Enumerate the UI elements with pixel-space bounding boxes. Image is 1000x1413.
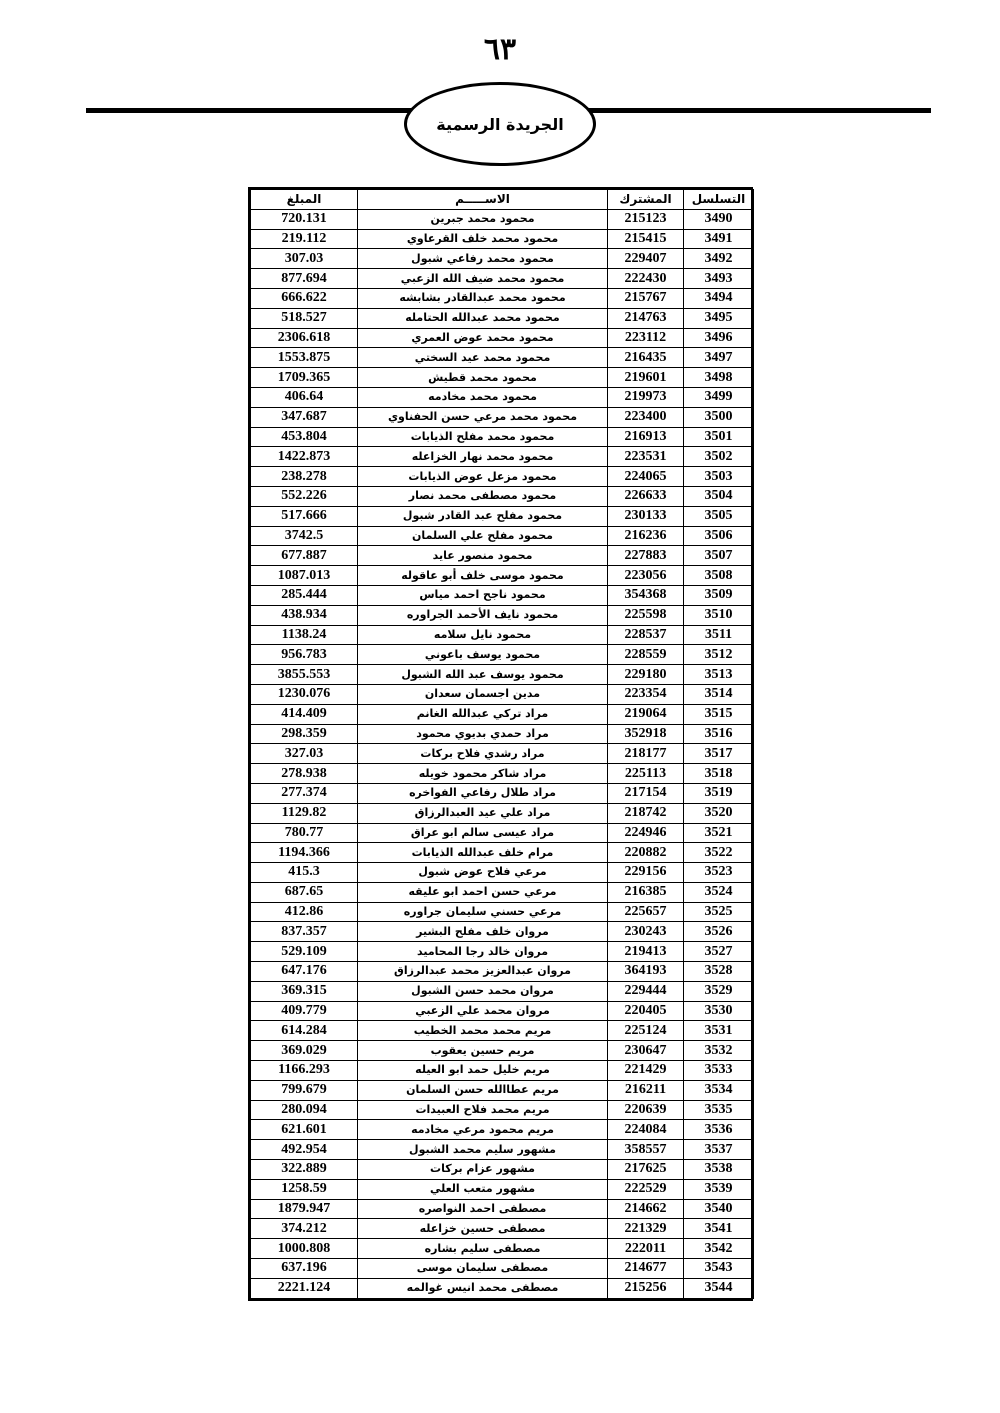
amount-cell: 492.954 — [251, 1140, 358, 1160]
subscriber-cell: 230133 — [608, 506, 684, 526]
name-cell: محمود محمد جبرين — [358, 209, 608, 229]
amount-cell: 278.938 — [251, 764, 358, 784]
name-cell: مشهور عزام بركات — [358, 1160, 608, 1180]
amount-cell: 327.03 — [251, 744, 358, 764]
name-cell: مرعي حسن احمد ابو عليقه — [358, 882, 608, 902]
header-oval — [404, 82, 596, 166]
amount-cell: 453.804 — [251, 427, 358, 447]
table-row — [251, 1120, 754, 1140]
subscriber-cell: 224946 — [608, 823, 684, 843]
name-cell: مصطفى احمد النواصره — [358, 1199, 608, 1219]
subscriber-cell: 229156 — [608, 863, 684, 883]
serial-cell: 3513 — [684, 665, 754, 685]
serial-cell: 3509 — [684, 585, 754, 605]
amount-cell: 298.359 — [251, 724, 358, 744]
serial-cell: 3490 — [684, 209, 754, 229]
amount-cell: 837.357 — [251, 922, 358, 942]
table-row — [251, 387, 754, 407]
serial-cell: 3521 — [684, 823, 754, 843]
table-row — [251, 823, 754, 843]
amount-cell: 621.601 — [251, 1120, 358, 1140]
name-cell: مريم محمد فلاح العبيدات — [358, 1100, 608, 1120]
amount-cell: 412.86 — [251, 902, 358, 922]
serial-cell: 3525 — [684, 902, 754, 922]
table-row — [251, 764, 754, 784]
table-row — [251, 506, 754, 526]
subscriber-cell: 230647 — [608, 1041, 684, 1061]
serial-cell: 3538 — [684, 1160, 754, 1180]
table-row — [251, 407, 754, 427]
subscriber-cell: 222011 — [608, 1239, 684, 1259]
subscriber-cell: 364193 — [608, 962, 684, 982]
table-row — [251, 1041, 754, 1061]
serial-cell: 3526 — [684, 922, 754, 942]
table-row — [251, 526, 754, 546]
serial-cell: 3537 — [684, 1140, 754, 1160]
amount-cell: 552.226 — [251, 486, 358, 506]
amount-cell: 647.176 — [251, 962, 358, 982]
name-cell: مروان خالد رجا المحاميد — [358, 942, 608, 962]
name-cell: مشهور سليم محمد الشبول — [358, 1140, 608, 1160]
name-cell: مشهور متعب العلي — [358, 1179, 608, 1199]
serial-cell: 3514 — [684, 684, 754, 704]
table-row — [251, 1100, 754, 1120]
subscriber-cell: 229407 — [608, 249, 684, 269]
amount-cell: 374.212 — [251, 1219, 358, 1239]
name-cell: محمود ناجح احمد مياس — [358, 585, 608, 605]
name-cell: محمود محمد عبدالقادر بشابشه — [358, 288, 608, 308]
serial-cell: 3493 — [684, 269, 754, 289]
table-row — [251, 1259, 754, 1279]
table-row — [251, 308, 754, 328]
amount-cell: 285.444 — [251, 585, 358, 605]
serial-cell: 3528 — [684, 962, 754, 982]
name-cell: محمود يوسف باعوني — [358, 645, 608, 665]
serial-cell: 3544 — [684, 1278, 754, 1298]
amount-cell: 687.65 — [251, 882, 358, 902]
serial-cell: 3496 — [684, 328, 754, 348]
name-cell: مريم عطاالله حسن السلمان — [358, 1080, 608, 1100]
amount-cell: 1709.365 — [251, 368, 358, 388]
amount-cell: 219.112 — [251, 229, 358, 249]
subscriber-cell: 219064 — [608, 704, 684, 724]
amount-cell: 1879.947 — [251, 1199, 358, 1219]
amount-cell: 799.679 — [251, 1080, 358, 1100]
table-row — [251, 605, 754, 625]
name-cell: مرعي حسني سليمان جراوره — [358, 902, 608, 922]
serial-cell: 3543 — [684, 1259, 754, 1279]
subscriber-cell: 218177 — [608, 744, 684, 764]
amount-cell: 518.527 — [251, 308, 358, 328]
subscriber-cell: 225113 — [608, 764, 684, 784]
header-amount: المبلغ — [251, 190, 358, 210]
subscriber-cell: 222529 — [608, 1179, 684, 1199]
serial-cell: 3523 — [684, 863, 754, 883]
serial-cell: 3510 — [684, 605, 754, 625]
serial-cell: 3512 — [684, 645, 754, 665]
serial-cell: 3516 — [684, 724, 754, 744]
table-row — [251, 684, 754, 704]
subscriber-cell: 216211 — [608, 1080, 684, 1100]
subscriber-cell: 222430 — [608, 269, 684, 289]
name-cell: محمود مفلح عبد القادر شبول — [358, 506, 608, 526]
serial-cell: 3507 — [684, 546, 754, 566]
subscriber-cell: 215415 — [608, 229, 684, 249]
table-row — [251, 447, 754, 467]
serial-cell: 3495 — [684, 308, 754, 328]
serial-cell: 3511 — [684, 625, 754, 645]
serial-cell: 3542 — [684, 1239, 754, 1259]
serial-cell: 3506 — [684, 526, 754, 546]
table-row — [251, 1278, 754, 1298]
table-row — [251, 922, 754, 942]
table-row — [251, 288, 754, 308]
amount-cell: 347.687 — [251, 407, 358, 427]
table-row — [251, 843, 754, 863]
amount-cell: 2306.618 — [251, 328, 358, 348]
table-row — [251, 625, 754, 645]
serial-cell: 3533 — [684, 1061, 754, 1081]
amount-cell: 369.315 — [251, 981, 358, 1001]
table-row — [251, 269, 754, 289]
subscriber-cell: 216435 — [608, 348, 684, 368]
serial-cell: 3492 — [684, 249, 754, 269]
table-row — [251, 724, 754, 744]
table-header-row — [251, 190, 754, 210]
serial-cell: 3540 — [684, 1199, 754, 1219]
name-cell: محمود محمد نهار الخزاعله — [358, 447, 608, 467]
table-row — [251, 1179, 754, 1199]
name-cell: محمود محمد ضيف الله الزعبي — [358, 269, 608, 289]
table-row — [251, 704, 754, 724]
subscriber-cell: 225124 — [608, 1021, 684, 1041]
table-row — [251, 962, 754, 982]
serial-cell: 3520 — [684, 803, 754, 823]
amount-cell: 2221.124 — [251, 1278, 358, 1298]
subscriber-cell: 215767 — [608, 288, 684, 308]
name-cell: محمود محمد مرعي حسن الحفناوي — [358, 407, 608, 427]
header-subscriber: المشترك — [608, 190, 684, 210]
name-cell: مرام خلف عبدالله الذيابات — [358, 843, 608, 863]
amount-cell: 780.77 — [251, 823, 358, 843]
subscriber-cell: 217154 — [608, 783, 684, 803]
table-row — [251, 1219, 754, 1239]
name-cell: محمود محمد قطيش — [358, 368, 608, 388]
page-number: ٦٣ — [483, 32, 517, 67]
name-cell: مراد تركي عبدالله الغانم — [358, 704, 608, 724]
amount-cell: 1138.24 — [251, 625, 358, 645]
table-row — [251, 863, 754, 883]
name-cell: محمود محمد رفاعي شبول — [358, 249, 608, 269]
table-row — [251, 942, 754, 962]
table-row — [251, 486, 754, 506]
serial-cell: 3541 — [684, 1219, 754, 1239]
serial-cell: 3497 — [684, 348, 754, 368]
table-row — [251, 467, 754, 487]
amount-cell: 1258.59 — [251, 1179, 358, 1199]
table-row — [251, 368, 754, 388]
name-cell: مريم حسين يعقوب — [358, 1041, 608, 1061]
amount-cell: 1087.013 — [251, 566, 358, 586]
serial-cell: 3508 — [684, 566, 754, 586]
subscriber-cell: 214677 — [608, 1259, 684, 1279]
subscriber-cell: 229444 — [608, 981, 684, 1001]
name-cell: محمود نايل سلامه — [358, 625, 608, 645]
amount-cell: 877.694 — [251, 269, 358, 289]
table-row — [251, 249, 754, 269]
subscriber-cell: 215256 — [608, 1278, 684, 1298]
table-row — [251, 566, 754, 586]
subscriber-cell: 223531 — [608, 447, 684, 467]
serial-cell: 3502 — [684, 447, 754, 467]
subscriber-cell: 217625 — [608, 1160, 684, 1180]
name-cell: محمود محمد مفلح الذيابات — [358, 427, 608, 447]
subscriber-cell: 219413 — [608, 942, 684, 962]
name-cell: مصطفى سليم بشاره — [358, 1239, 608, 1259]
serial-cell: 3529 — [684, 981, 754, 1001]
subscriber-cell: 223056 — [608, 566, 684, 586]
subscriber-cell: 223112 — [608, 328, 684, 348]
table-row — [251, 882, 754, 902]
name-cell: مروان محمد حسن الشبول — [358, 981, 608, 1001]
table-row — [251, 1160, 754, 1180]
name-cell: محمود محمد مخادمه — [358, 387, 608, 407]
name-cell: محمود مصطفى محمد نصار — [358, 486, 608, 506]
amount-cell: 1129.82 — [251, 803, 358, 823]
subscriber-cell: 220639 — [608, 1100, 684, 1120]
amount-cell: 280.094 — [251, 1100, 358, 1120]
subscriber-cell: 215123 — [608, 209, 684, 229]
subscriber-cell: 216385 — [608, 882, 684, 902]
table-row — [251, 803, 754, 823]
name-cell: مراد حمدي بديوي محمود — [358, 724, 608, 744]
serial-cell: 3500 — [684, 407, 754, 427]
serial-cell: 3504 — [684, 486, 754, 506]
amount-cell: 614.284 — [251, 1021, 358, 1041]
amount-cell: 637.196 — [251, 1259, 358, 1279]
serial-cell: 3517 — [684, 744, 754, 764]
amount-cell: 1166.293 — [251, 1061, 358, 1081]
subscriber-cell: 358557 — [608, 1140, 684, 1160]
subscriber-cell: 220882 — [608, 843, 684, 863]
amount-cell: 1422.873 — [251, 447, 358, 467]
table-row — [251, 546, 754, 566]
name-cell: محمود مفلح علي السلمان — [358, 526, 608, 546]
serial-cell: 3530 — [684, 1001, 754, 1021]
header-serial: التسلسل — [684, 190, 754, 210]
name-cell: مصطفى حسين خزاعله — [358, 1219, 608, 1239]
table-row — [251, 1001, 754, 1021]
subscriber-cell: 224065 — [608, 467, 684, 487]
table-row — [251, 1080, 754, 1100]
serial-cell: 3532 — [684, 1041, 754, 1061]
name-cell: محمود منصور عايد — [358, 546, 608, 566]
subscriber-cell: 218742 — [608, 803, 684, 823]
table-row — [251, 744, 754, 764]
serial-cell: 3522 — [684, 843, 754, 863]
name-cell: محمود موسى خلف أبو عاقوله — [358, 566, 608, 586]
table-row — [251, 981, 754, 1001]
name-cell: مرعي فلاح عوض شبول — [358, 863, 608, 883]
amount-cell: 307.03 — [251, 249, 358, 269]
serial-cell: 3515 — [684, 704, 754, 724]
subscriber-cell: 219601 — [608, 368, 684, 388]
amount-cell: 720.131 — [251, 209, 358, 229]
name-cell: مراد طلال رفاعي الفواخره — [358, 783, 608, 803]
amount-cell: 238.278 — [251, 467, 358, 487]
amount-cell: 409.779 — [251, 1001, 358, 1021]
name-cell: مصطفى سليمان موسى — [358, 1259, 608, 1279]
amount-cell: 1194.366 — [251, 843, 358, 863]
name-cell: محمود محمد عيد السختي — [358, 348, 608, 368]
table-row — [251, 585, 754, 605]
amount-cell: 666.622 — [251, 288, 358, 308]
subscriber-cell: 214662 — [608, 1199, 684, 1219]
subscriber-cell: 220405 — [608, 1001, 684, 1021]
name-cell: مروان خلف مفلح البشير — [358, 922, 608, 942]
amount-cell: 322.889 — [251, 1160, 358, 1180]
serial-cell: 3503 — [684, 467, 754, 487]
name-cell: مريم محمود مرعي مخادمه — [358, 1120, 608, 1140]
table-row — [251, 1061, 754, 1081]
table-row — [251, 229, 754, 249]
table-row — [251, 1140, 754, 1160]
name-cell: محمود محمد عبدالله الحتامله — [358, 308, 608, 328]
serial-cell: 3536 — [684, 1120, 754, 1140]
serial-cell: 3524 — [684, 882, 754, 902]
name-cell: مروان عبدالعزيز محمد عبدالرزاق — [358, 962, 608, 982]
subscriber-cell: 223354 — [608, 684, 684, 704]
subscriber-cell: 227883 — [608, 546, 684, 566]
subscriber-cell: 223400 — [608, 407, 684, 427]
table-row — [251, 665, 754, 685]
name-cell: محمود مزعل عوض الذيابات — [358, 467, 608, 487]
name-cell: محمود محمد خلف القرعاوي — [358, 229, 608, 249]
table-row — [251, 209, 754, 229]
subscriber-cell: 219973 — [608, 387, 684, 407]
table-row — [251, 427, 754, 447]
subscriber-cell: 225657 — [608, 902, 684, 922]
amount-cell: 1553.875 — [251, 348, 358, 368]
amount-cell: 956.783 — [251, 645, 358, 665]
name-cell: مروان محمد علي الزعبي — [358, 1001, 608, 1021]
serial-cell: 3527 — [684, 942, 754, 962]
name-cell: مراد علي عيد العبدالرزاق — [358, 803, 608, 823]
serial-cell: 3534 — [684, 1080, 754, 1100]
subscriber-cell: 226633 — [608, 486, 684, 506]
serial-cell: 3491 — [684, 229, 754, 249]
subscriber-cell: 229180 — [608, 665, 684, 685]
amount-cell: 415.3 — [251, 863, 358, 883]
subscriber-cell: 224084 — [608, 1120, 684, 1140]
table-row — [251, 328, 754, 348]
serial-cell: 3519 — [684, 783, 754, 803]
subscriber-cell: 352918 — [608, 724, 684, 744]
serial-cell: 3535 — [684, 1100, 754, 1120]
serial-cell: 3494 — [684, 288, 754, 308]
table-row — [251, 1021, 754, 1041]
name-cell: مراد عيسى سالم ابو عراق — [358, 823, 608, 843]
amount-cell: 277.374 — [251, 783, 358, 803]
table-row — [251, 783, 754, 803]
subscriber-cell: 216236 — [608, 526, 684, 546]
subscriber-cell: 354368 — [608, 585, 684, 605]
amount-cell: 369.029 — [251, 1041, 358, 1061]
table-row — [251, 902, 754, 922]
amount-cell: 1230.076 — [251, 684, 358, 704]
name-cell: مراد رشدي فلاح بركات — [358, 744, 608, 764]
table-body — [251, 209, 754, 1298]
amount-cell: 3855.553 — [251, 665, 358, 685]
amount-cell: 517.666 — [251, 506, 358, 526]
subscriber-cell: 221329 — [608, 1219, 684, 1239]
amount-cell: 414.409 — [251, 704, 358, 724]
name-cell: مريم محمد محمد الخطيب — [358, 1021, 608, 1041]
table-row — [251, 1239, 754, 1259]
amount-cell: 438.934 — [251, 605, 358, 625]
serial-cell: 3505 — [684, 506, 754, 526]
table-row — [251, 645, 754, 665]
amount-cell: 677.887 — [251, 546, 358, 566]
serial-cell: 3498 — [684, 368, 754, 388]
subscriber-cell: 230243 — [608, 922, 684, 942]
name-cell: محمود نايف الأحمد الجراوره — [358, 605, 608, 625]
header-title: الجريدة الرسمية — [436, 114, 564, 134]
amount-cell: 1000.808 — [251, 1239, 358, 1259]
amount-cell: 406.64 — [251, 387, 358, 407]
serial-cell: 3518 — [684, 764, 754, 784]
name-cell: مراد شاكر محمود خويله — [358, 764, 608, 784]
subscriber-cell: 216913 — [608, 427, 684, 447]
subscriber-cell: 228559 — [608, 645, 684, 665]
amount-cell: 3742.5 — [251, 526, 358, 546]
subscriber-cell: 221429 — [608, 1061, 684, 1081]
serial-cell: 3501 — [684, 427, 754, 447]
amount-cell: 529.109 — [251, 942, 358, 962]
subscriber-cell: 228537 — [608, 625, 684, 645]
name-cell: مصطفى محمد انيس غوالمه — [358, 1278, 608, 1298]
table-row — [251, 1199, 754, 1219]
serial-cell: 3499 — [684, 387, 754, 407]
serial-cell: 3539 — [684, 1179, 754, 1199]
name-cell: مدين اجسمان سعدان — [358, 684, 608, 704]
serial-cell: 3531 — [684, 1021, 754, 1041]
header-name: الاســـــم — [358, 190, 608, 210]
name-cell: مريم خليل حمد ابو العيله — [358, 1061, 608, 1081]
subscriber-cell: 214763 — [608, 308, 684, 328]
subscriber-cell: 225598 — [608, 605, 684, 625]
name-cell: محمود يوسف عبد الله الشبول — [358, 665, 608, 685]
name-cell: محمود محمد عوض العمري — [358, 328, 608, 348]
table-row — [251, 348, 754, 368]
subscribers-table — [248, 187, 753, 1301]
